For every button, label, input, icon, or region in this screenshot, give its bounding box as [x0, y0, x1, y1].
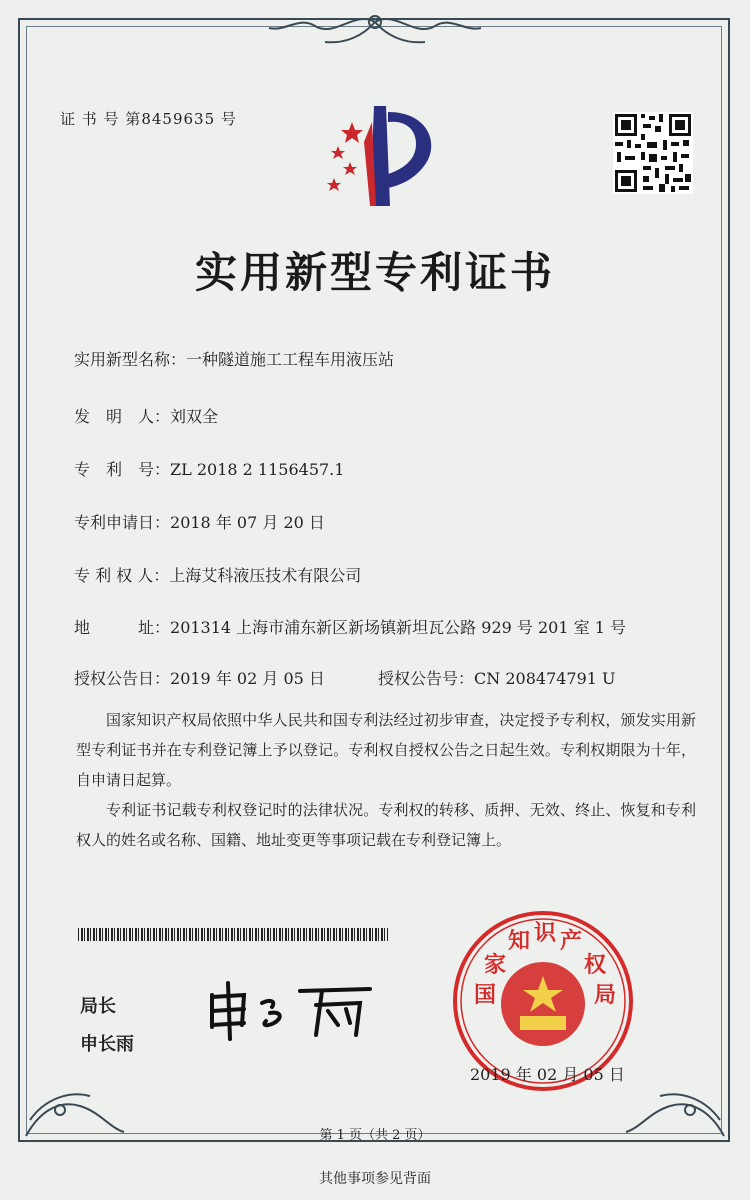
address-label: 地 址： [74, 618, 171, 637]
cnipa-logo-icon [312, 102, 442, 210]
patent-holder-value: 上海艾科液压技术有限公司 [169, 566, 362, 585]
barcode [78, 928, 388, 941]
top-ornament [255, 8, 495, 56]
svg-text:识: 识 [534, 920, 557, 946]
certificate-number [60, 108, 237, 129]
filing-date-value: 2018 年 07 月 20 日 [170, 513, 325, 532]
svg-text:国: 国 [474, 982, 497, 1008]
inventor-value: 刘双全 [170, 407, 219, 426]
svg-text:家: 家 [484, 952, 507, 978]
field-row-holder [74, 563, 361, 586]
field-row-grant-no [378, 666, 616, 689]
field-row-filing-date [74, 510, 325, 533]
seal-date: 2019 年 02 月 05 日 [470, 1065, 625, 1084]
inventor-label: 发 明 人： [74, 407, 171, 426]
grant-date-label: 授权公告日： [74, 669, 171, 688]
commissioner-name: 申长雨 [80, 1034, 134, 1055]
body-paragraph-2: 专利证书记载专利权登记时的法律状况。专利权的转移、质押、无效、终止、恢复和专利权人的姓名或名称、国籍、地址变更等事项记载在专利登记簿上。 [76, 801, 696, 849]
grant-number-value: CN 208474791 U [474, 669, 616, 688]
field-row-patent-no [74, 457, 344, 480]
field-row-name [74, 347, 394, 370]
certificate-body [76, 705, 696, 855]
page-number: 第 1 页（共 2 页） [319, 1128, 431, 1143]
certificate-title: 实用新型专利证书 [194, 248, 555, 297]
grant-date-value: 2019 年 02 月 05 日 [170, 669, 325, 688]
patent-number-value: ZL 2018 2 1156457.1 [170, 460, 345, 479]
svg-text:权: 权 [584, 952, 607, 978]
certificate-number-value: 8459635 [141, 110, 216, 128]
field-row-grant-date [74, 666, 325, 689]
handwritten-signature [200, 975, 380, 1045]
grant-number-label: 授权公告号： [378, 669, 475, 688]
svg-text:局: 局 [594, 982, 617, 1008]
body-paragraph-1: 国家知识产权局依照中华人民共和国专利法经过初步审查，决定授予专利权，颁发实用新型专利证书并在专利登记簿上予以登记。专利权自授权公告之日起生效。专利权期限为十年，自申请日起算。 [76, 711, 696, 789]
utility-model-name-value: 一种隧道施工工程车用液压站 [186, 350, 395, 369]
qr-code-icon [613, 112, 693, 194]
address-value: 201314 上海市浦东新区新场镇新坦瓦公路 929 号 201 室 1 号 [170, 618, 626, 637]
patent-holder-label: 专 利 权 人： [74, 566, 170, 585]
certificate-number-label: 证 书 号 第 [60, 110, 142, 128]
svg-text:知: 知 [508, 928, 531, 954]
utility-model-name-label: 实用新型名称： [74, 350, 187, 369]
field-row-inventor [74, 404, 218, 427]
filing-date-label: 专利申请日： [74, 513, 171, 532]
svg-text:产: 产 [560, 928, 583, 954]
patent-number-label: 专 利 号： [74, 460, 171, 479]
certificate-number-suffix: 号 [220, 110, 237, 128]
commissioner-title: 局长 [80, 996, 116, 1017]
field-row-address [74, 615, 626, 638]
footer-note: 其他事项参见背面 [319, 1171, 431, 1187]
